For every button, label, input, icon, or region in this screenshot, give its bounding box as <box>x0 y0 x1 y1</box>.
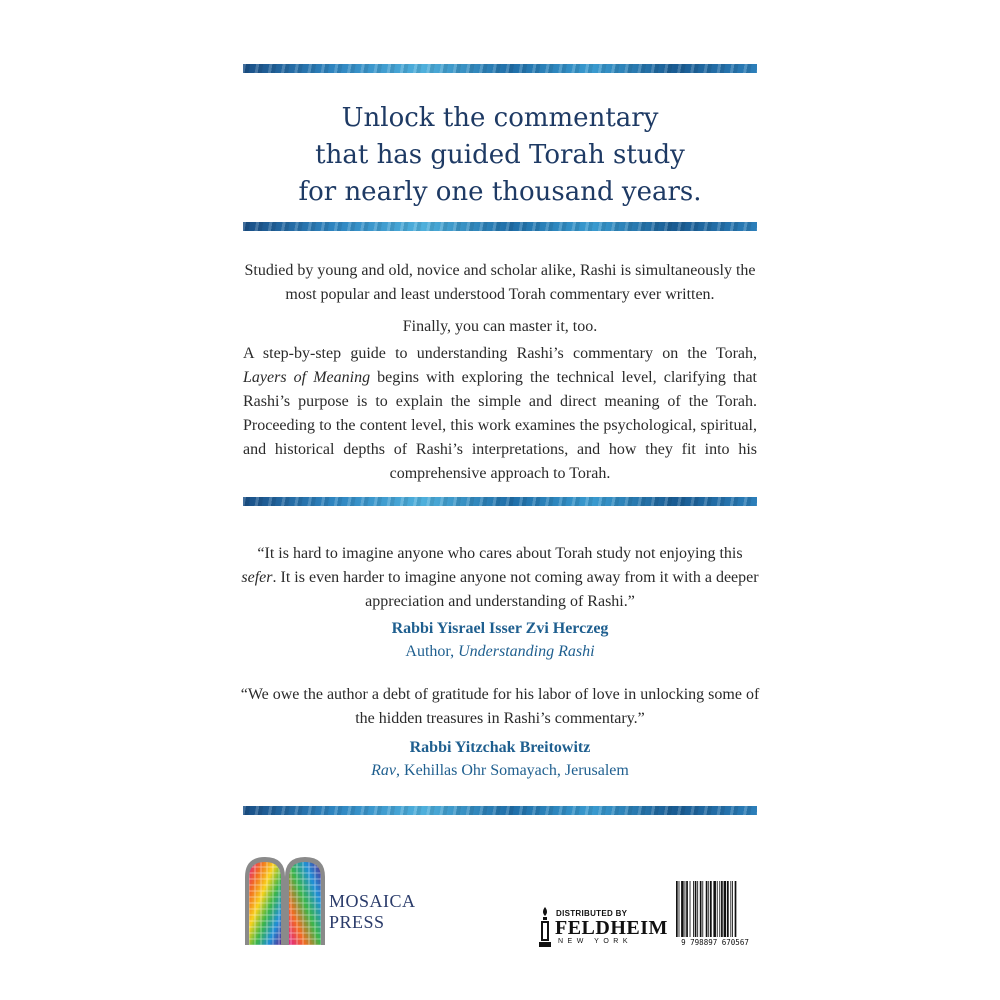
endorser-name-1: Rabbi Yisrael Isser Zvi Herczeg <box>391 620 609 637</box>
barcode-bar <box>735 881 737 937</box>
distributed-by-label: DISTRIBUTED BY <box>556 909 628 918</box>
decorative-band-top <box>243 64 757 73</box>
decorative-band-3 <box>243 497 757 506</box>
feldheim-logo <box>538 903 668 949</box>
barcode-bar <box>695 881 697 937</box>
quote-1-end: . It is even harder to imagine anyone not coming away from it with a deeper appreciation and understanding of Rashi.” <box>272 569 759 610</box>
barcode-bar <box>717 881 718 937</box>
endorser-title-1-work: Understanding Rashi <box>458 643 595 660</box>
decorative-band-2 <box>243 222 757 231</box>
barcode-bar <box>730 881 731 937</box>
endorser-title-2-rest: , Kehillas Ohr Somayach, Jerusalem <box>396 762 629 779</box>
publisher-line-1: MOSAICA <box>329 891 416 911</box>
endorser-title-1 <box>243 643 757 661</box>
mosaic-tablets-icon <box>243 855 327 947</box>
book-title: Layers of Meaning <box>243 369 371 386</box>
mosaica-press-logo <box>243 855 416 947</box>
barcode-bar <box>693 881 694 937</box>
barcode-bar <box>685 881 686 937</box>
publisher-name <box>329 891 416 933</box>
barcode-bar <box>706 881 708 937</box>
barcode-bar <box>681 881 684 937</box>
barcode-bar <box>732 881 733 937</box>
quote-1-emphasis: sefer <box>241 569 273 586</box>
description-text-start: A step-by-step guide to understanding Rashi’s commentary on the Torah, <box>243 345 757 362</box>
barcode-bar <box>724 881 727 937</box>
barcode-bar <box>690 881 691 937</box>
endorser-title-2 <box>243 762 757 780</box>
barcode-bars <box>675 881 755 937</box>
distributor-city: NEW YORK <box>558 938 632 945</box>
barcode-bar <box>686 881 688 937</box>
lamp-icon <box>538 907 552 947</box>
barcode-bar <box>721 881 723 937</box>
quote-1-start: “It is hard to imagine anyone who cares about Torah study not enjoying this <box>257 545 743 562</box>
distributor-name: FELDHEIM <box>555 917 668 939</box>
barcode-bar <box>719 881 720 937</box>
barcode-bar <box>713 881 716 937</box>
barcode-bar <box>679 881 680 937</box>
endorser-title-1-prefix: Author, <box>405 643 459 660</box>
barcode-bar <box>700 881 702 937</box>
finally-line: Finally, you can master it, too. <box>402 318 598 335</box>
endorser-name-2: Rabbi Yitzchak Breitowitz <box>409 739 591 756</box>
barcode-bar <box>710 881 712 937</box>
endorsement-quote-1 <box>238 542 762 614</box>
description-text-end: begins with exploring the technical level, clarifying that Rashi’s purpose is to explain the simple and direct meaning of the Torah. Proceeding to the content level, this work examines the psychological, spiritual, and historical depths of Rashi’s interpretations, and how they fit into his comprehensive approach to Torah. <box>243 369 757 482</box>
barcode-bar <box>676 881 678 937</box>
barcode-bar <box>708 881 709 937</box>
decorative-band-bottom <box>243 806 757 815</box>
barcode-number: 9 798897 670567 <box>681 938 749 947</box>
publisher-line-2: PRESS <box>329 912 385 932</box>
tagline-line-3: for nearly one thousand years. <box>298 177 702 207</box>
description-paragraph <box>243 342 757 486</box>
barcode-bar <box>697 881 698 937</box>
endorser-title-2-role: Rav <box>371 762 397 779</box>
tagline-line-2: that has guided Torah study <box>315 140 685 170</box>
tagline <box>243 100 757 211</box>
barcode-bar <box>727 881 729 937</box>
isbn-barcode <box>672 878 758 950</box>
tagline-line-1: Unlock the commentary <box>341 103 659 133</box>
barcode-bar <box>702 881 703 937</box>
endorsement-quote-2: “We owe the author a debt of gratitude for his labor of love in unlocking some of the hidden treasures in Rashi’s commentary.” <box>240 686 760 727</box>
intro-paragraph: Studied by young and old, novice and scholar alike, Rashi is simultaneously the most popular and least understood Torah commentary ever written. <box>244 262 756 303</box>
